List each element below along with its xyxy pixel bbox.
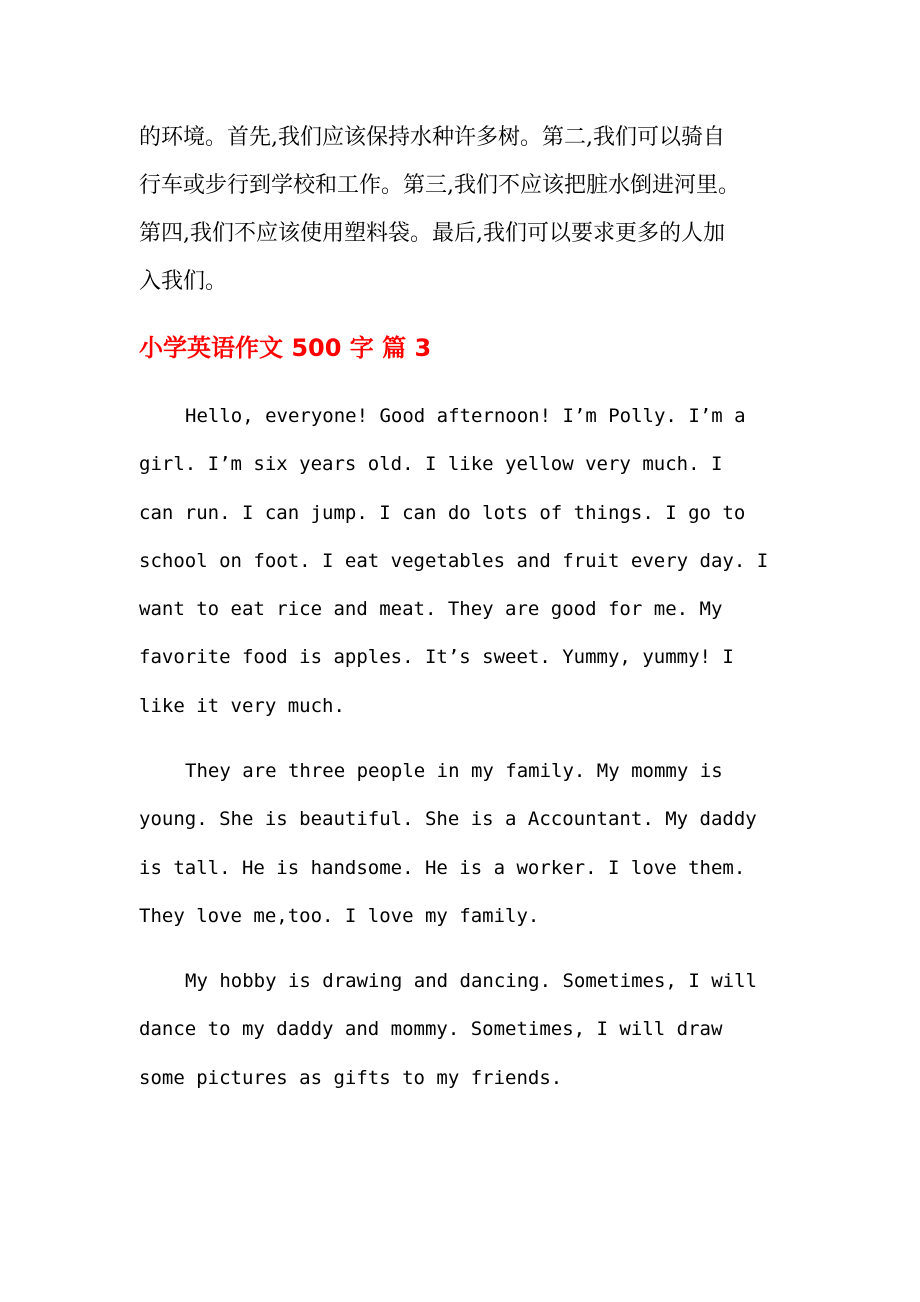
paragraph-line: want to eat rice and meat. They are good for me. My bbox=[139, 598, 723, 621]
essay-paragraph-1 bbox=[139, 392, 768, 730]
paragraph-line: favorite food is apples. It’s sweet. Yummy, yummy! I bbox=[139, 646, 734, 669]
essay-paragraph-3 bbox=[139, 957, 757, 1102]
section-heading: 小学英语作文 500 字 篇 3 bbox=[139, 334, 432, 362]
paragraph-line: girl. I’m six years old. I like yellow very much. I bbox=[139, 453, 723, 476]
intro-line: 入我们。 bbox=[139, 269, 228, 294]
intro-line: 行车或步行到学校和工作。第三,我们不应该把脏水倒进河里。 bbox=[139, 173, 740, 198]
paragraph-line: They are three people in my family. My mommy is bbox=[185, 760, 723, 782]
paragraph-line: can run. I can jump. I can do lots of things. I go to bbox=[139, 501, 746, 524]
paragraph-line: They love me,too. I love my family. bbox=[139, 904, 540, 927]
intro-paragraph bbox=[139, 114, 789, 306]
paragraph-line: Hello, everyone! Good afternoon! I’m Polly. I’m a bbox=[185, 405, 746, 427]
paragraph-line: some pictures as gifts to my friends. bbox=[139, 1066, 563, 1089]
paragraph-line: is tall. He is handsome. He is a worker. I love them. bbox=[139, 856, 746, 879]
essay-paragraph-2 bbox=[139, 747, 757, 940]
intro-line: 第四,我们不应该使用塑料袋。最后,我们可以要求更多的人加 bbox=[139, 221, 725, 246]
paragraph-line: My hobby is drawing and dancing. Sometimes, I will bbox=[185, 970, 757, 992]
intro-line: 的环境。首先,我们应该保持水种许多树。第二,我们可以骑自 bbox=[139, 125, 725, 150]
paragraph-line: dance to my daddy and mommy. Sometimes, I will draw bbox=[139, 1018, 723, 1041]
paragraph-line: school on foot. I eat vegetables and fruit every day. I bbox=[139, 549, 769, 572]
paragraph-line: like it very much. bbox=[139, 694, 345, 717]
paragraph-line: young. She is beautiful. She is a Accountant. My daddy bbox=[139, 808, 757, 831]
